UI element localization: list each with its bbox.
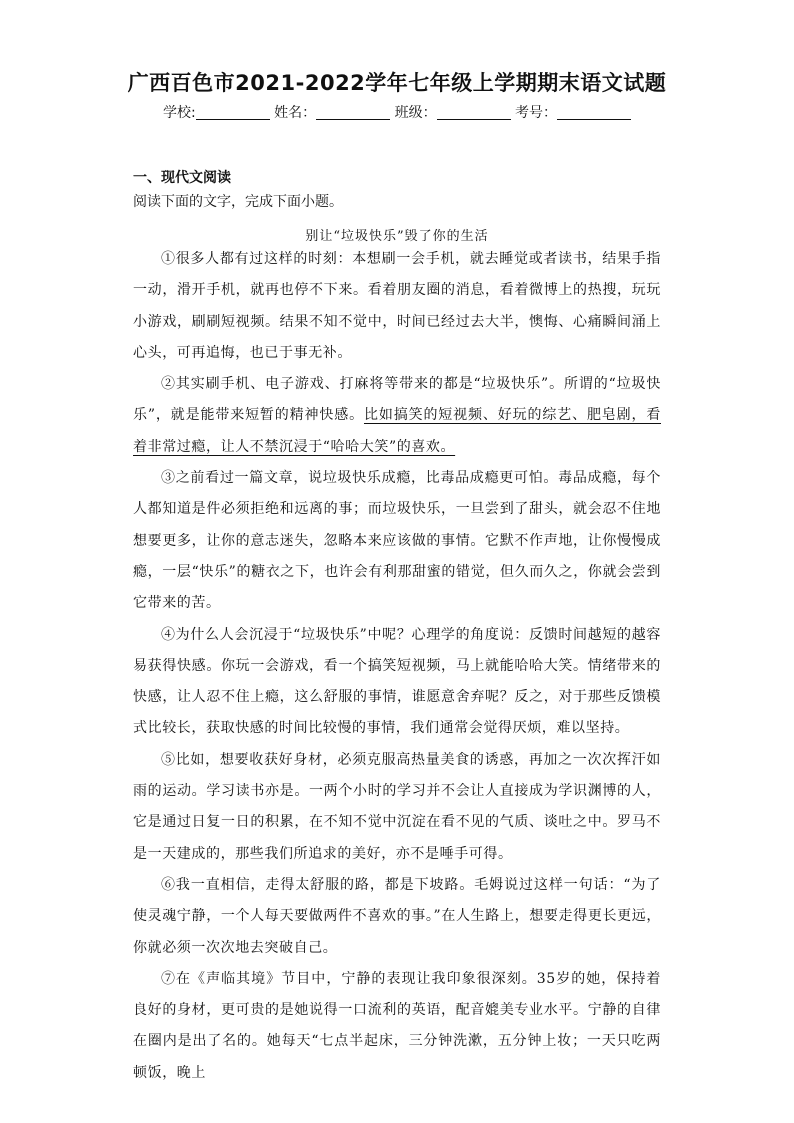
student-info-line [0, 102, 794, 122]
name-blank [316, 105, 390, 120]
school-label: 学校: [162, 105, 196, 121]
article-body [133, 244, 661, 1089]
paragraph-3: ③之前看过一篇文章，说垃圾快乐成瘾，比毒品成瘾更可怕。毒品成瘾，每个人都知道是件必须拒绝和远离的事；而垃圾快乐，一旦尝到了甜头，就会忍不住地想要更多，让你的意志迷失，忽略本来应该做的事情。它默不作声地，让你慢慢成瘾，一层“快乐”的糖衣之下，也许会有利那甜蜜的错觉，但久而久之，你就会尝到它带来的苦。 [133, 470, 661, 612]
class-blank [437, 105, 511, 120]
paragraph-2 [133, 369, 661, 463]
section-heading: 一、现代文阅读 [133, 170, 231, 186]
section-instruction: 阅读下面的文字，完成下面小题。 [133, 194, 343, 210]
name-label: 姓名： [274, 105, 317, 121]
paragraph-6: ⑥我一直相信，走得太舒服的路，都是下坡路。毛姆说过这样一句话：“为了使灵魂宁静，一个人每天要做两件不喜欢的事。”在人生路上，想要走得更长更远，你就必须一次次地去突破自己。 [133, 876, 661, 956]
page-title: 广西百色市2021-2022学年七年级上学期期末语文试题 [127, 71, 667, 95]
exam-no-label: 考号： [515, 105, 558, 121]
paragraph-1: ①很多人都有过这样的时刻：本想刷一会手机，就去睡觉或者读书，结果手指一动，滑开手机，就再也停不下来。看着朋友圈的消息，看着微博上的热搜，玩玩小游戏，刷刷短视频。结果不知不觉中，时间已经过去大半，懊悔、心痛瞬间涌上心头，可再追悔，也已于事无补。 [133, 251, 661, 361]
class-label: 班级： [394, 105, 437, 121]
exam-no-blank [557, 105, 631, 120]
school-blank [196, 105, 270, 120]
paragraph-7: ⑦在《声临其境》节目中，宁静的表现让我印象很深刻。35岁的她，保持着良好的身材，更可贵的是她说得一口流利的英语，配音媲美专业水平。宁静的自律在圈内是出了名的。她每天“七点半起床，三分钟洗漱，五分钟上妆；一天只吃两顿饭，晚上 [133, 970, 661, 1081]
paragraph-4: ④为什么人会沉浸于“垃圾快乐”中呢？心理学的角度说：反馈时间越短的越容易获得快感。你玩一会游戏，看一个搞笑短视频，马上就能哈哈大笑。情绪带来的快感，让人忍不住上瘾，这么舒服的事情，谁愿意舍弃呢？反之，对于那些反馈模式比较长，获取快感的时间比较慢的事情，我们通常会觉得厌烦，难以坚持。 [133, 626, 661, 737]
underlined-sentence: 比如搞笑的短视频、好玩的综艺、肥皂剧，看着非常过瘾，让人不禁沉浸于“哈哈大笑”的喜欢。 [133, 407, 661, 455]
article-title: 别让“垃圾快乐”毁了你的生活 [305, 229, 489, 244]
paragraph-5: ⑤比如，想要收获好身材，必须克服高热量美食的诱惑，再加之一次次挥汗如雨的运动。学习读书亦是。一两个小时的学习并不会让人直接成为学识渊博的人，它是通过日复一日的积累，在不知不觉中沉淀在看不见的气质、谈吐之中。罗马不是一天建成的，那些我们所追求的美好，亦不是唾手可得。 [133, 751, 661, 862]
paragraph-2-text: ②其实刷手机、电子游戏、打麻将等带来的都是“垃圾快乐”。所谓的“垃圾快乐”，就是能带来短暂的精神快感。 [133, 376, 661, 424]
